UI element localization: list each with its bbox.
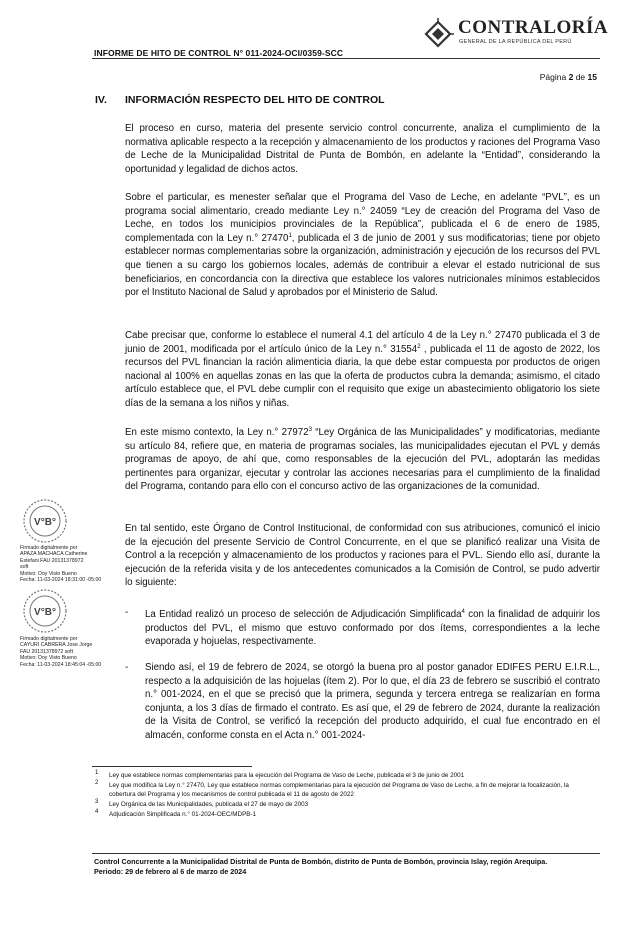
logo-name: CONTRALORÍA <box>458 17 609 38</box>
footer-line-2: Periodo: 29 de febrero al 6 de marzo de 2024 <box>94 867 247 876</box>
report-title: INFORME DE HITO DE CONTROL N° 011-2024-OCI/0359-SCC <box>94 48 344 58</box>
seal-icon <box>22 498 68 544</box>
footer-divider <box>92 853 600 854</box>
footer-line-1: Control Concurrente a la Municipalidad Distrital de Punta de Bombón, distrito de Punta de Bombón, provincia Islay, región Arequipa. <box>94 857 548 866</box>
seal-icon <box>22 588 68 634</box>
signature-seal-2 <box>22 588 68 639</box>
svg-text:V°B°: V°B° <box>34 517 56 528</box>
page-number: Página 2 de 15 <box>539 72 597 82</box>
list-item: - Siendo así, el 19 de febrero de 2024, se otorgó la buena pro al postor ganador EDIFES PERU E.I.R.L., respecto a la adquisición de las hojuelas (ítem 2). Por lo que, el día 23 de febrero se suscribió el contrato n.° 001-2024, en el que se precisó que la primera, segunda y tercera entrega se realizarían en forma conjunta, a los 3 días de firmado el contrato. Es así que, el 29 de febrero de 2024, durante la realización de la Visita de Control, se verificó la recepción del producto adquirido, el cual fue encontrado en el almacén, conforme consta en el Acta n.° 001-2024- <box>125 662 600 741</box>
footnote-2: $^2$ Ley que modifica la Ley n.° 27470, Ley que establece normas complementarias para la ejecución del Programa de Vaso de Leche, a fin de mejorar la focalización, la cobertura del Programa y los mecanismos de control publicada el 11 de agosto de 2022 <box>95 779 569 798</box>
svg-text:V°B°: V°B° <box>34 607 56 618</box>
paragraph-4: En este mismo contexto, la Ley n.° 27972$^3$ “Ley Orgánica de las Municipalidades” y modificatorias, mediante su artículo 84, refiere que, en materia de programas sociales, las municipalidades ejecutan el PVL y demás programas de apoyo, de ahí que, como responsables de la ejecución del PVL, adoptarán las medidas pertinentes para organizar, ejecutar y controlar las acciones necesarias para el cumplimiento de la finalidad del Programa, contando para ello con el concurso activo de las organizaciones de la comunidad. <box>125 426 600 493</box>
footnote-1: $^1$ Ley que establece normas complementarias para la ejecución del Programa de Vaso de Leche, publicada el 3 de junio de 2001 <box>95 769 465 779</box>
signature-text-2: Firmado digitalmente por CAYURI CABRERA Jose Jorge FAU 20131378972 soft Motivo: Doy Visto Bueno Fecha: 11-03-2024 18:45:04 -05:00 <box>20 636 102 668</box>
paragraph-3: Cabe precisar que, conforme lo establece el numeral 4.1 del artículo 4 de la Ley n.° 27470 publicada el 3 de junio de 2001, modificada por el artículo único de la Ley n.° 31554$^2$ , publicada el 11 de agosto de 2022, los recursos del PVL financian la ración alimenticia diaria, la que debe estar compuesta por productos de origen nacional al 100% en aquellas zonas en las que la oferta de productos cubra la demanda; asimismo, el citado artículo establece que, el PVL debe cumplir con el requisito que exige un abastecimiento obligatorio los siete días de la semana a los niños y niñas. <box>125 330 600 409</box>
section-number: IV. <box>95 94 107 106</box>
paragraph-1: El proceso en curso, materia del presente servicio control concurrente, analiza el cumplimiento de la normativa aplicable respecto a la recepción y almacenamiento de los productos y raciones del Programa Vaso de Leche de la Municipalidad Distrital de Punta de Bombón, en adelante la “Entidad”, considerando la oportunidad y legalidad de dichos actos. <box>125 123 600 175</box>
section-heading <box>95 94 385 106</box>
signature-text-1: Firmado digitalmente por APAZA MACHACA Catherine Estefani FAU 20131378972 soft Motivo: Doy Visto Bueno Fecha: 11-03-2024 18:31:00 -05:00 <box>20 545 102 584</box>
signature-seal-1 <box>22 498 68 549</box>
header-divider <box>92 58 600 59</box>
paragraph-2: Sobre el particular, es menester señalar que el Programa del Vaso de Leche, en adelante “PVL”, es un programa social alimentario, creado mediante Ley n.° 24059 “Ley de creación del Programa del Vaso de Leche, en todos los municipios provinciales de la República”, publicada el 6 de enero de 1985, complementada con la Ley n.° 27470$^1$, publicada el 3 de junio de 2001 y sus modificatorias; tiene por objeto establecer normas complementarias sobre la organización, administración y ejecución de los recursos del PVL que tienen a su cargo los gobiernos locales, además de contribuir a elevar el estado nutricional de sus beneficiarios, en concordancia con la directiva que establece los valores nutricionales mínimos establecidos por el Instituto Nacional de Salud y aprobados por el Ministerio de Salud. <box>125 192 600 299</box>
footnote-3: $^3$ Ley Orgánica de las Municipalidades, publicada el 27 de mayo de 2003 <box>95 798 309 808</box>
footnote-4: $^4$ Adjudicación Simplificada n.° 01-2024-OEC/MDPB-1 <box>95 808 257 818</box>
page-footer <box>94 857 547 877</box>
footnote-divider <box>92 766 252 767</box>
logo-subtitle: GENERAL DE LA REPÚBLICA DEL PERÚ <box>459 39 572 45</box>
paragraph-5: En tal sentido, este Órgano de Control Institucional, de conformidad con sus atribuciones, comunicó el inicio de la ejecución del presente Servicio de Control Concurrente, en el que se planificó realizar una Visita de Control a la recepción y almacenamiento de los productos y raciones para el PVL. Siendo ello así, durante la ejecución de la referida visita y de los antecedentes comunicados a la Comisión de Control, se pudo advertir lo siguiente: <box>125 523 600 589</box>
list-item: - La Entidad realizó un proceso de selección de Adjudicación Simplificada$^4$ con la finalidad de adquirir los productos del PVL, el mismo que estuvo conformado por dos ítems, correspondientes a la leche evaporada y hojuelas, respectivamente. <box>125 607 600 648</box>
section-title: INFORMACIÓN RESPECTO DEL HITO DE CONTROL <box>125 94 385 106</box>
